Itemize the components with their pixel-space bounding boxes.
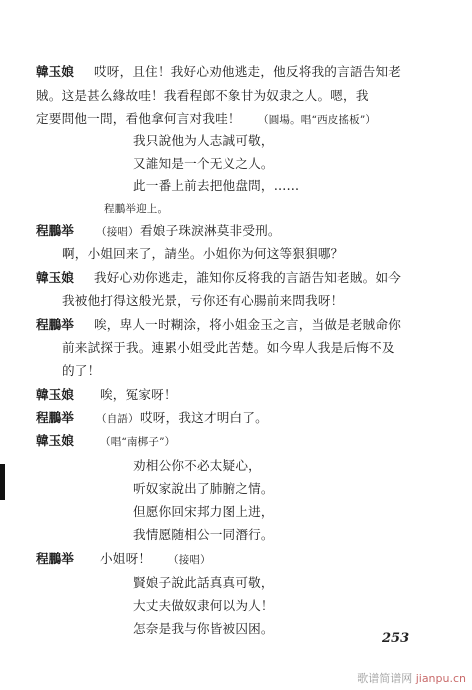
dialogue-line: 啊，小姐回来了，請坐。小姐你为何这等狠狽哪？: [62, 246, 344, 261]
lyric-line: 大丈夫做奴隶何以为人！: [133, 598, 274, 613]
watermark: [357, 670, 466, 686]
dialogue-line: 唉，卑人一时糊涂，将小姐金玉之言，当做是老賊命你: [94, 317, 402, 332]
speaker-label: 韓玉娘: [36, 387, 74, 402]
dialogue-line: 小姐呀！: [100, 551, 152, 566]
speaker-label: 韓玉娘: [36, 270, 74, 285]
dialogue-line: 賊。这是甚么緣故哇！我看程郎不象甘为奴隶之人。嗯，我: [36, 88, 369, 103]
stage-direction: （接唱）: [96, 226, 139, 238]
watermark-en: jianpu.cn: [415, 672, 466, 685]
dialogue-line: 我被他打得这般光景，亏你还有心腸前来問我呀！: [62, 293, 344, 308]
lyric-line: 听奴家說出了肺腑之情。: [133, 481, 274, 496]
speaker-label: 程鵬举: [36, 317, 74, 332]
dialogue-line: 唉，冤家呀！: [100, 387, 177, 402]
speaker-label: 程鵬举: [36, 410, 74, 425]
dialogue-line: 我好心劝你逃走，誰知你反将我的言語告知老賊。如今: [94, 270, 402, 285]
lyric-line: 但愿你回宋邦力图上进，: [133, 504, 274, 519]
stage-direction: （自語）: [96, 413, 139, 425]
lyric-line: 劝相公你不必太疑心，: [133, 458, 261, 473]
stage-direction: （接唱）: [168, 554, 211, 566]
lyric-line: 怎奈是我与你皆被囚困。: [133, 621, 274, 636]
speaker-label: 韓玉娘: [36, 64, 74, 79]
speaker-label: 韓玉娘: [36, 433, 74, 448]
watermark-cn: 歌谱简谱网: [357, 672, 413, 685]
dialogue-line: 哎呀，我这才明白了。: [140, 410, 268, 425]
stage-direction: （唱“南梆子”）: [100, 436, 176, 448]
dialogue-line: 定要問他一問，看他拿何言对我哇！: [36, 111, 241, 126]
dialogue-line: 前来試探于我。連累小姐受此苦楚。如今卑人我是后悔不及: [62, 340, 395, 355]
dialogue-line: 看娘子珠淚淋莫非受刑。: [140, 223, 281, 238]
speaker-label: 程鵬举: [36, 223, 74, 238]
lyric-line: 我只說他为人志誠可敬，: [133, 133, 274, 148]
lyric-line: 又誰知是一个无义之人。: [133, 156, 274, 171]
dialogue-line: 的了！: [62, 363, 101, 378]
stage-direction: （圓場。唱“西皮搖板”）: [258, 114, 377, 126]
lyric-line: 此一番上前去把他盘問，……: [133, 178, 300, 193]
speaker-label: 程鵬举: [36, 551, 74, 566]
stage-direction: 程鵬举迎上。: [104, 203, 169, 215]
lyric-line: 我情愿随相公一同潛行。: [133, 527, 274, 542]
page-number: 253: [382, 631, 410, 646]
scan-edge-mark: [0, 464, 5, 500]
lyric-line: 賢娘子說此話真真可敬，: [133, 575, 274, 590]
dialogue-line: 哎呀，且住！我好心劝他逃走，他反将我的言語告知老: [94, 64, 402, 79]
